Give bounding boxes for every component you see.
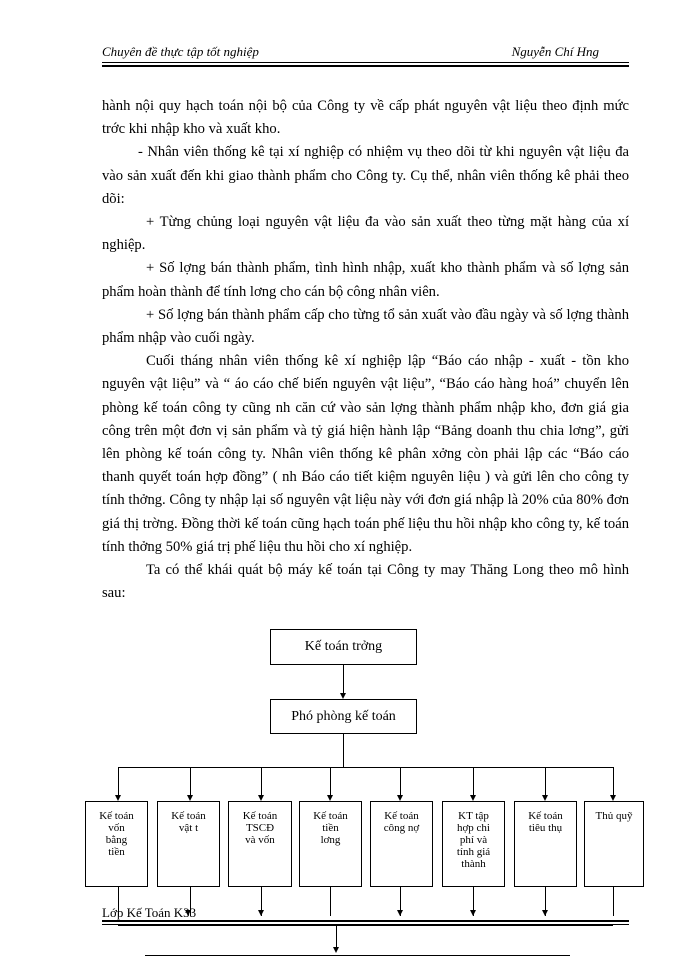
- org-box-cost-accountant: KT tập hợp chi phí và tính giá thành: [442, 801, 505, 887]
- branch-line: [545, 767, 546, 796]
- lower-line: [613, 887, 614, 916]
- header-title: Chuyên đề thực tập tốt nghiệp: [102, 44, 259, 59]
- org-box-materials-accountant: Kế toán vật t: [157, 801, 220, 887]
- org-box-treasurer: Thủ quỹ: [584, 801, 644, 887]
- org-box-deputy-head: Phó phòng kế toán: [270, 699, 417, 734]
- lower-arrow: [333, 947, 339, 953]
- connector-line: [343, 734, 344, 767]
- org-box-sales-accountant: Kế toán tiêu thụ: [514, 801, 577, 887]
- paragraph: hành nội quy hạch toán nội bộ của Công ty về cấp phát nguyên vật liệu theo định mức trớc khi nhập kho và xuất kho.: [102, 98, 629, 138]
- paragraph: + Số lợng bán thành phẩm, tình hình nhập, xuất kho thành phẩm và số lợng sản phẩm hoàn thành để tính lơng cho cán bộ công nhân viên.: [102, 260, 629, 300]
- footer-rule: [102, 924, 629, 925]
- lower-bus-line: [118, 925, 613, 926]
- lower-arrow: [542, 910, 548, 916]
- org-box-cash-accountant: Kế toán vốn bằng tiền: [85, 801, 148, 887]
- header-rule: [102, 62, 629, 63]
- lower-arrow: [470, 910, 476, 916]
- org-box-debt-accountant: Kế toán công nợ: [370, 801, 433, 887]
- branch-line: [118, 767, 119, 796]
- branch-line: [330, 767, 331, 796]
- lower-line: [336, 925, 337, 949]
- branch-bus-line: [118, 767, 613, 768]
- lower-arrow: [397, 910, 403, 916]
- lower-box-edge: [145, 955, 570, 956]
- page-header: [102, 44, 629, 62]
- paragraph: + Số lợng bán thành phẩm cấp cho từng tổ sản xuất vào đầu ngày và số lợng thành phẩm nhập vào cuối ngày.: [102, 306, 629, 347]
- lower-arrow: [258, 910, 264, 916]
- org-box-chief-accountant: Kế toán trởng: [270, 629, 417, 665]
- page-footer: Lớp Kế Toán K33: [102, 905, 197, 920]
- branch-line: [613, 767, 614, 796]
- paragraph: - Nhân viên thống kê tại xí nghiệp có nhiệm vụ theo dõi từ khi nguyên vật liệu đa vào sản xuất đến khi giao thành phẩm cho Công ty. Cụ thể, nhân viên thống kê phải theo dõi:: [102, 144, 629, 207]
- paragraph: Cuối tháng nhân viên thống kê xí nghiệp lập “Báo cáo nhập - xuất - tồn kho nguyên vật liệu” và “ áo cáo chế biến nguyên vật liệu”, “Báo cáo hàng hoá” chuyển lên phòng kế toán công ty cũng nh căn cứ vào sản lợng thành phẩm nhập kho, đơn giá gia công trên một đơn vị sản phẩm và tỷ giá hiện hành lập “Bảng doanh thu chia lơng”, gửi lên phòng kế toán công ty. Nhân viên thống kê phân xởng còn phải lập các “Báo cáo thanh quyết toán hợp đồng” ( nh Báo cáo tiết kiệm nguyên liệu ) và gửi lên cho công ty tính thởng. Công ty nhập lại số nguyên vật liệu này với đơn giá nhập là 20% của 80% đơn giá thị trờng. Đồng thời kế toán cũng hạch toán phế liệu thu hồi nhập kho công ty, kế toán tính thởng 50% giá trị phế liệu thu hồi cho xí nghiệp.: [102, 353, 629, 555]
- body-text: [102, 95, 629, 605]
- branch-line: [400, 767, 401, 796]
- branch-line: [190, 767, 191, 796]
- branch-line: [473, 767, 474, 796]
- paragraph: Ta có thể khái quát bộ máy kế toán tại Công ty may Thăng Long theo mô hình sau:: [102, 562, 629, 602]
- paragraph: + Từng chủng loại nguyên vật liệu đa vào sản xuất theo từng mặt hàng của xí nghiệp.: [102, 214, 629, 254]
- footer-rule-thick: [102, 920, 629, 922]
- header-author: Nguyễn Chí Hng: [511, 44, 599, 59]
- branch-line: [261, 767, 262, 796]
- connector-line: [343, 665, 344, 694]
- lower-line: [330, 887, 331, 916]
- header-rule-thick: [102, 65, 629, 67]
- org-box-payroll-accountant: Kế toán tiền lơng: [299, 801, 362, 887]
- org-box-fixed-assets-accountant: Kế toán TSCĐ và vốn: [228, 801, 292, 887]
